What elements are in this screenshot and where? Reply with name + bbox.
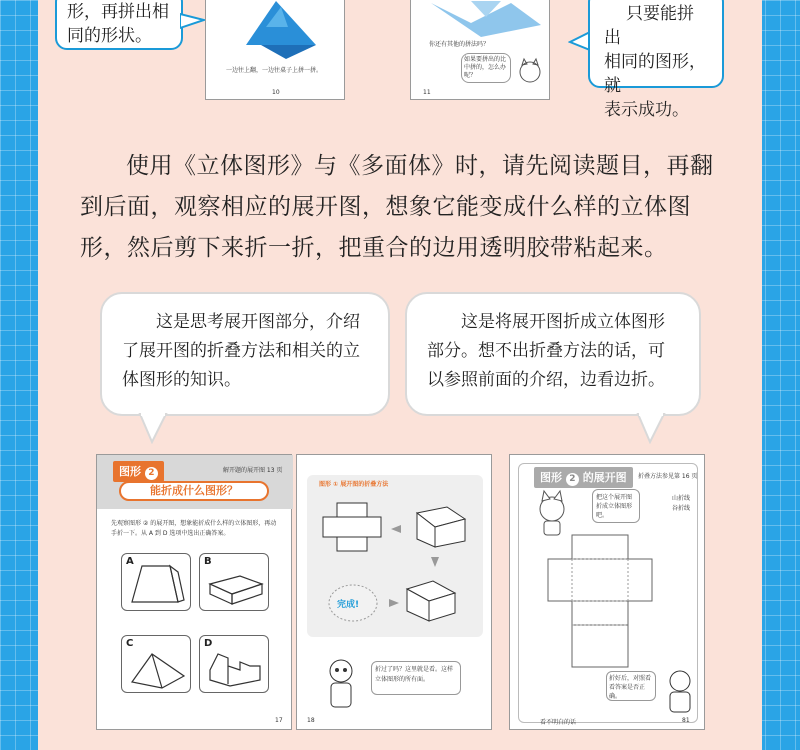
legend-valley: 谷折线	[672, 505, 691, 512]
section-tag	[534, 467, 633, 488]
bubble-line: 形，再拼出相	[67, 2, 169, 22]
bubble-tail	[180, 10, 206, 30]
page-caption: 你还有其他的拼法吗？	[429, 41, 490, 48]
speech-left: 这是思考展开图部分，介绍了展开图的折叠方法和相关的立体图形的知识。	[100, 292, 390, 416]
top-right-speech-bubble	[588, 0, 724, 120]
page-caption: 一边往上翻，一边往桌子上拼一拼。	[226, 67, 323, 74]
tag-label: 图形	[540, 471, 562, 484]
page-number: 10	[272, 89, 280, 96]
option-b[interactable]	[199, 553, 269, 611]
method-header: 图形 ① 展开图的折叠方法	[319, 481, 389, 488]
frustum-shape	[122, 554, 192, 612]
tag-number: 2	[566, 473, 579, 486]
speech-tail	[138, 412, 168, 444]
option-letter: C	[126, 638, 134, 649]
done-label: 完成!	[337, 600, 360, 610]
page-number: 11	[423, 89, 431, 96]
tag-label: 图形	[119, 465, 141, 478]
top-page-right	[410, 0, 550, 100]
folding-steps	[297, 489, 493, 659]
speech-tail	[636, 412, 666, 444]
character-icon	[321, 655, 361, 715]
bubble-line: 同的形状。	[67, 26, 152, 46]
character-speech: 折好后，对照看看答案是否正确。	[606, 671, 656, 701]
option-c[interactable]	[121, 635, 191, 693]
tangram-figure	[206, 0, 346, 67]
bottom-page-question	[96, 454, 292, 730]
tag-title: 的展开图	[582, 471, 627, 484]
option-letter: D	[204, 638, 213, 649]
bubble-line: 只要能拼出	[604, 4, 694, 48]
cat-icon	[515, 57, 545, 87]
notched-block-shape	[200, 636, 270, 694]
character-icon	[660, 667, 700, 717]
option-d[interactable]	[199, 635, 269, 693]
bubble-line: 表示成功。	[604, 100, 689, 120]
option-a[interactable]	[121, 553, 191, 611]
character-speech: 折过了吗？这里就是看。这样立体图形的所有面。	[371, 661, 461, 695]
page-number: 81	[682, 717, 690, 724]
page-title: 能折成什么图形？	[119, 481, 269, 501]
wedge-shape	[122, 636, 192, 694]
legend-mountain: 山折线	[672, 495, 691, 502]
bottom-page-folding-method	[296, 454, 492, 730]
bubble-line: 相同的图形，就	[604, 52, 706, 96]
page-footer: 看不明白的话	[540, 719, 577, 726]
section-tag	[113, 461, 164, 482]
page-number: 18	[307, 717, 315, 724]
box-shape	[200, 554, 270, 612]
page-hint: 折叠方法参见第 16 页	[638, 473, 698, 480]
tag-number: 2	[145, 467, 158, 480]
bottom-page-net	[509, 454, 705, 730]
option-letter: B	[204, 556, 212, 567]
cat-speech: 把这个展开图折成立体图形吧。	[592, 489, 640, 523]
page-instruction: 先观察图形 ② 的展开图，想象能折成什么样的立体图形，再动手折一下。从 A 到 D 选项中选出正确答案。	[111, 520, 277, 537]
page-hint: 解开题的展开图 13 页	[223, 467, 283, 474]
main-paragraph: 使用《立体图形》与《多面体》时，请先阅读题目，再翻到后面，观察相应的展开图，想象它能变成什么样的立体图形，然后剪下来折一折，把重合的边用透明胶带粘起来。	[80, 153, 714, 261]
cat-icon	[532, 487, 592, 537]
option-letter: A	[126, 556, 134, 567]
top-left-speech-bubble	[55, 0, 183, 50]
top-page-left	[205, 0, 345, 100]
page-number: 17	[275, 717, 283, 724]
speech-right: 这是将展开图折成立体图形部分。想不出折叠方法的话，可以参照前面的介绍，边看边折。	[405, 292, 701, 416]
page-speech: 如果要拼出的比中拼的，怎么办呢？	[461, 53, 511, 83]
